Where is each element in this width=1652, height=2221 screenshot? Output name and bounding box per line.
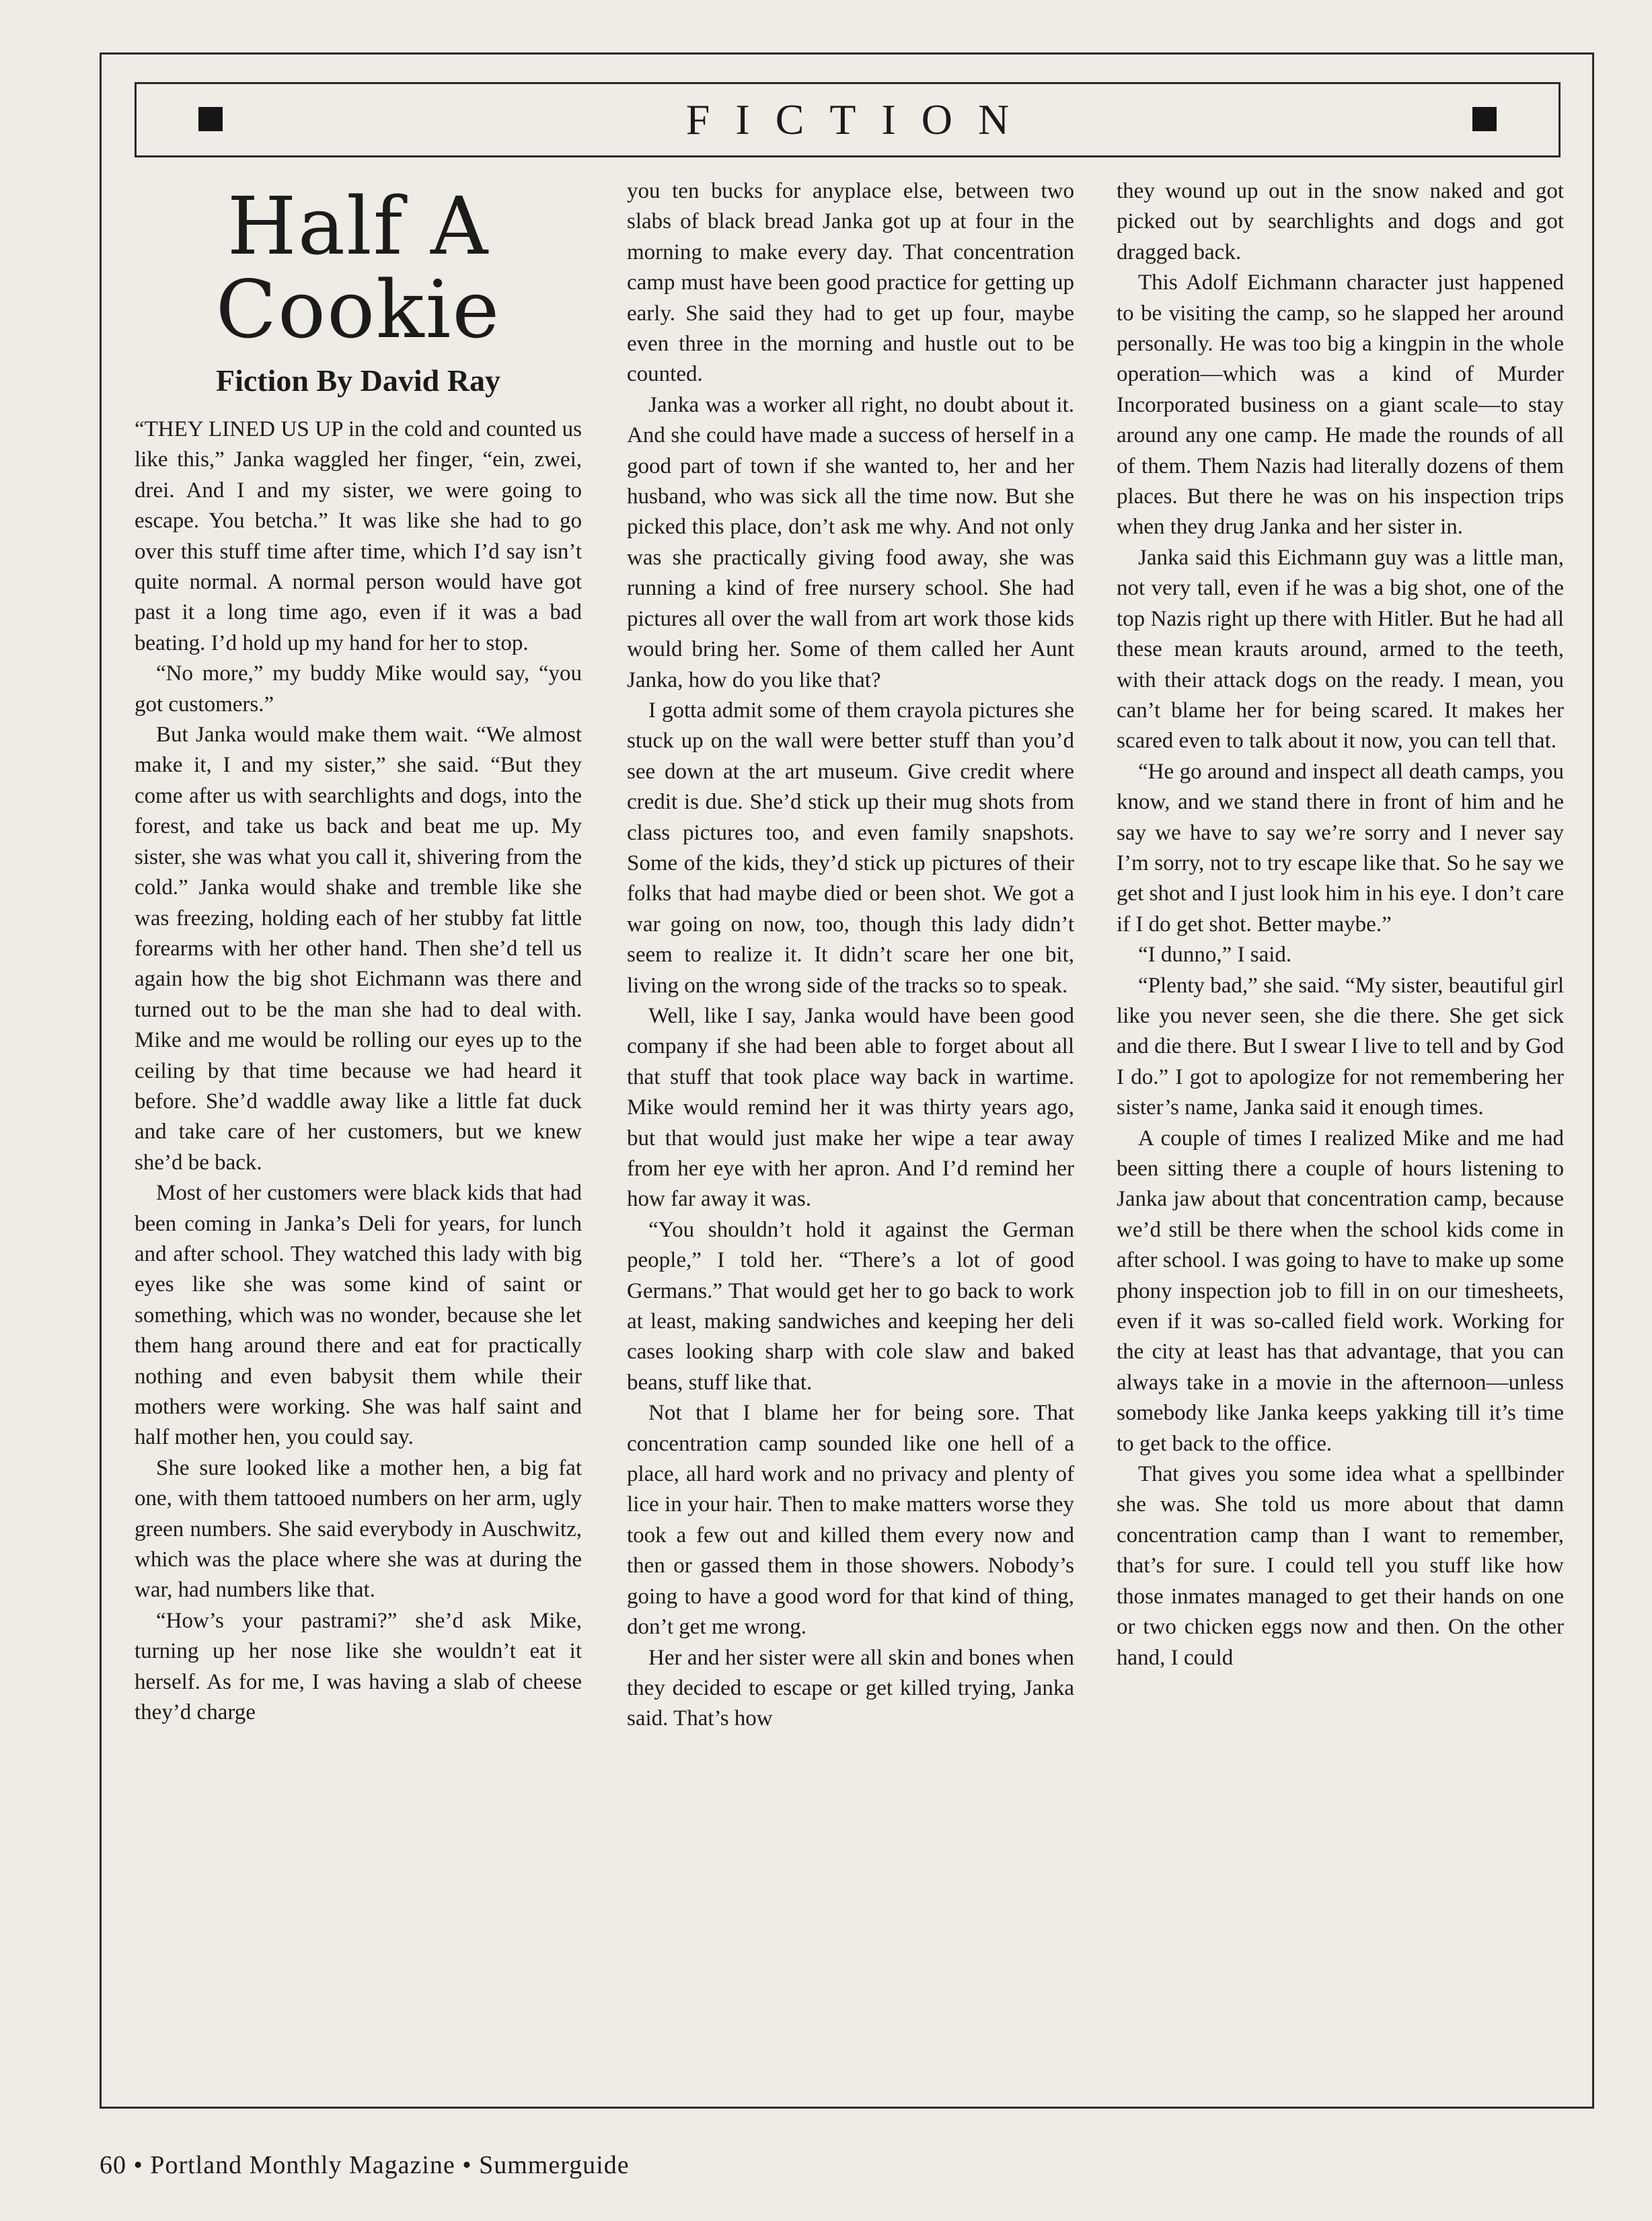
- paragraph: Not that I blame her for being sore. That concentration camp sounded like one hell of a place, all hard work and no privacy and plenty of lice in your hair. Then to make matters worse they took a few out and killed them every now and then or gassed them in those showers. Nobody’s going to have a good word for that kind of thing, don’t get me wrong.: [627, 1401, 1074, 1640]
- paragraph: “I dunno,” I said.: [1138, 943, 1292, 968]
- section-title: FICTION: [685, 96, 1035, 143]
- story-title-line-1: Half A: [227, 180, 490, 272]
- paragraph: “Plenty bad,” she said. “My sister, beautiful girl like you never seen, she die there. She get sick and die there. But I swear I live to tell and by God I do.” I got to apologize for not remembering her sister’s name, Janka said it enough times.: [1117, 973, 1564, 1120]
- column-1: [135, 176, 582, 2064]
- paragraph: This Adolf Eichmann character just happened to be visiting the camp, so he slapped her around personally. He was too big a kingpin in the whole operation—which was a kind of Murder Incorporated business on a giant scale—to stay around any one camp. He made the rounds of all of them. Them Nazis had literally dozens of them places. But there he was on his inspection trips when they drug Janka and her sister in.: [1117, 270, 1564, 540]
- paragraph: “You shouldn’t hold it against the German people,” I told her. “There’s a lot of good Germans.” That would get her to go back to work at least, making sandwiches and keeping her deli cases looking sharp with cole slaw and baked beans, stuff like that.: [627, 1217, 1074, 1395]
- paragraph: Janka was a worker all right, no doubt about it. And she could have made a success of herself in a good part of town if she wanted to, her and her husband, who was sick all the time now. But she picked this place, don’t ask me why. And not only was she practically giving food away, she was running a kind of free nursery school. She had pictures all over the wall from art work those kids would bring her. Some of them called her Aunt Janka, how do you like that?: [627, 392, 1074, 692]
- paragraph: “How’s your pastrami?” she’d ask Mike, turning up her nose like she wouldn’t eat it herself. As for me, I was having a slab of cheese they’d charge: [135, 1608, 582, 1725]
- byline: Fiction By David Ray: [216, 363, 500, 398]
- lead-in: “THEY LINED US UP: [135, 417, 343, 441]
- paragraph: But Janka would make them wait. “We almost make it, I and my sister,” she said. “But they come after us with searchlights and dogs, into the forest, and take us back and beat me up. My sister, she was what you call it, shivering from the cold.” Janka would shake and tremble like she was freezing, holding each of her stubby fat little forearms with her other hand. Then she’d tell us again how the big shot Eichmann was there and turned out to be the man she had to deal with. Mike and me would be rolling our eyes up to the ceiling by that time because we had heard it before. She’d waddle away like a little fat duck and take care of her customers, but we knew she’d be back.: [135, 723, 582, 1175]
- page-footer: 60 • Portland Monthly Magazine • Summerguide: [100, 2151, 630, 2179]
- paragraph: they wound up out in the snow naked and got picked out by searchlights and dogs and got dragged back.: [1117, 179, 1564, 264]
- column-3: [1117, 176, 1564, 2064]
- paragraph: I gotta admit some of them crayola pictures she stuck up on the wall were better stuff than you’d see down at the art museum. Give credit where credit is due. She’d stick up their mug shots from class pictures too, and even family snapshots. Some of the kids, they’d stick up pictures of their folks that had maybe died or been shot. We got a war going on now, too, though this lady didn’t seem to realize it. It didn’t scare her one bit, living on the wrong side of the tracks so to speak.: [627, 698, 1074, 998]
- black-square-icon: [1472, 107, 1497, 131]
- paragraph: “No more,” my buddy Mike would say, “you got customers.”: [135, 661, 582, 717]
- story-title-line-2: Cookie: [215, 263, 501, 356]
- paragraph: “THEY LINED US UP in the cold and counted us like this,” Janka waggled her finger, “ein, zwei, drei. And I and my sister, we were going to escape. You betcha.” It was like she had to go over this stuff time after time, which I’d say isn’t quite normal. A normal person would have got past it a long time ago, even if it was a bad beating. I’d hold up my hand for her to stop.: [135, 417, 582, 655]
- column-2: [627, 176, 1074, 2064]
- paragraph: That gives you some idea what a spellbinder she was. She told us more about that damn concentration camp than I want to remember, that’s for sure. I could tell you stuff like how those inmates managed to get their hands on one or two chicken eggs now and then. On the other hand, I could: [1117, 1462, 1564, 1670]
- paragraph: She sure looked like a mother hen, a big fat one, with them tattooed numbers on her arm, ugly green numbers. She said everybody in Auschwitz, which was the place where she was at during the war, had numbers like that.: [135, 1455, 582, 1603]
- paragraph: Well, like I say, Janka would have been good company if she had been able to forget about all that stuff that took place way back in wartime. Mike would remind her it was thirty years ago, but that would just make her wipe a tear away from her eye with her apron. And I’d remind her how far away it was.: [627, 1003, 1074, 1212]
- paragraph: Most of her customers were black kids that had been coming in Janka’s Deli for years, for lunch and after school. They watched this lady with big eyes like she was some kind of saint or something, which was no wonder, because she let them hang around there and eat for practically nothing and even babysit them while their mothers were working. She was half saint and half mother hen, you could say.: [135, 1181, 582, 1450]
- paragraph: A couple of times I realized Mike and me had been sitting there a couple of hours listening to Janka jaw about that concentration camp, because we’d still be there when the school kids come in after school. I was going to have to make up some phony inspection job to fill in on our timesheets, even if it was so-called field work. Working for the city at least has that advantage, that you can always take in a movie in the afternoon—unless somebody like Janka keeps yakking till it’s time to get back to the office.: [1117, 1126, 1564, 1456]
- paragraph: Janka said this Eichmann guy was a little man, not very tall, even if he was a big shot, one of the top Nazis right up there with Hitler. But he had all these mean krauts around, armed to the teeth, with their attack dogs on the ready. I mean, you can’t blame her for being scared. It makes her scared even to talk about it now, you can tell that.: [1117, 545, 1564, 754]
- paragraph: Her and her sister were all skin and bones when they decided to escape or get killed trying, Janka said. That’s how: [627, 1645, 1074, 1731]
- section-banner: [135, 82, 1561, 157]
- story-title: [135, 180, 582, 356]
- paragraph: you ten bucks for anyplace else, between two slabs of black bread Janka got up at four in the morning to make every day. That concentration camp must have been good practice for getting up early. She said they had to get up four, maybe even three in the morning and hustle out to be counted.: [627, 179, 1074, 387]
- paragraph: “He go around and inspect all death camps, you know, and we stand there in front of him and he say we have to say we’re sorry and I never say I’m sorry, not to try escape like that. So he say we get shot and I just look him in his eye. I don’t care if I do get shot. Better maybe.”: [1117, 759, 1564, 937]
- black-square-icon: [198, 107, 223, 131]
